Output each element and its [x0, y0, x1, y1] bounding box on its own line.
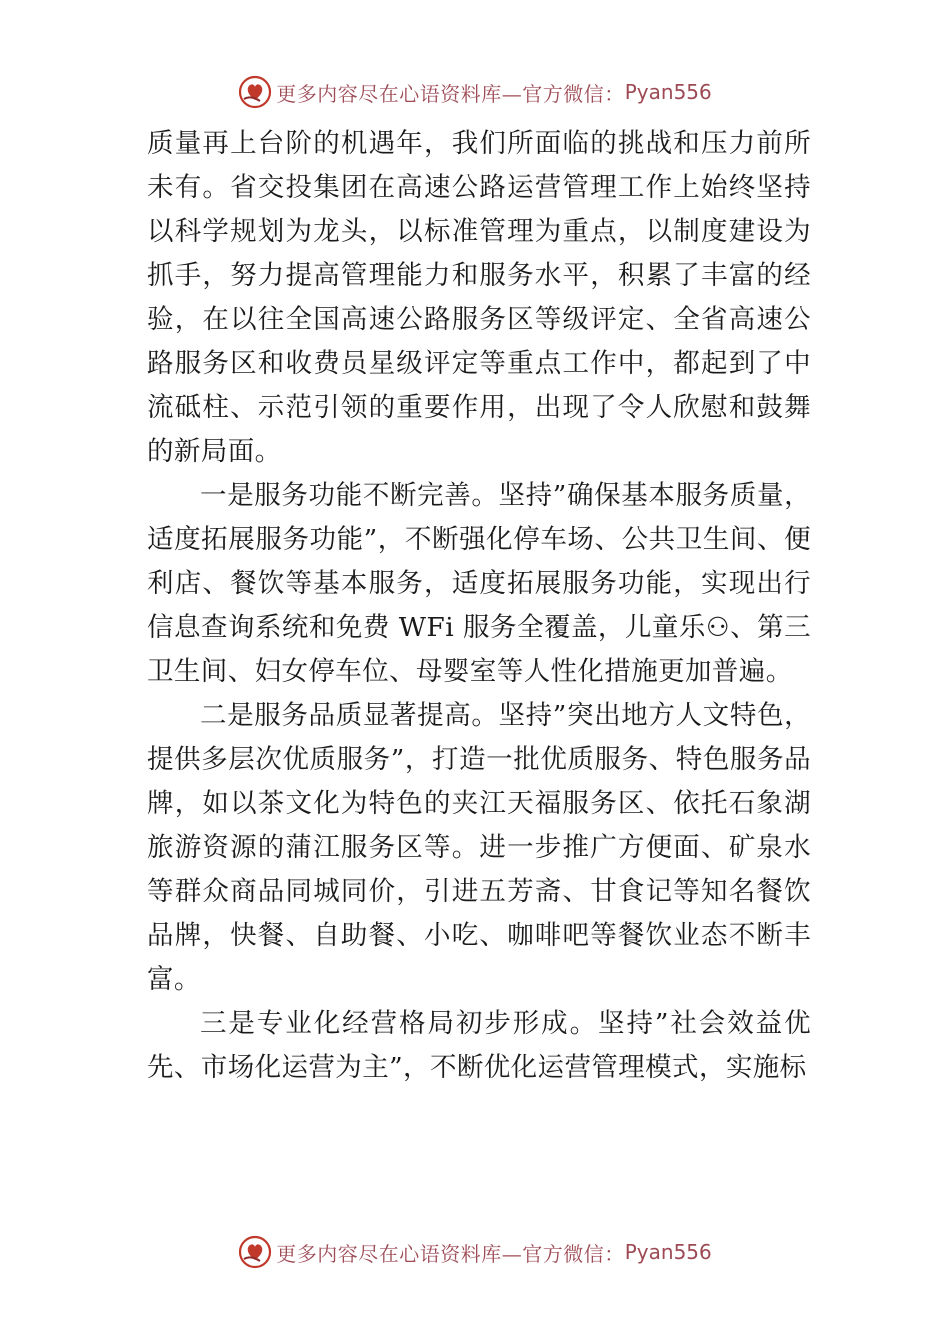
footer-banner [0, 1232, 950, 1272]
banner-text: 更多内容尽在心语资料库—官方微信： [276, 1241, 625, 1266]
wechat-id: Pyan556 [624, 1240, 712, 1264]
header-banner [0, 72, 950, 112]
document-body [147, 122, 811, 1090]
heart-hand-logo-icon [238, 75, 272, 109]
paragraph-service-quality: 二是服务品质显著提高。坚持”突出地方人文特色，提供多层次优质服务”，打造一批优质服务、特色服务品牌，如以茶文化为特色的夹江天福服务区、依托石象湖旅游资源的蒲江服务区等。进一步推广方便面、矿泉水等群众商品同城同价，引进五芳斋、甘食记等知名餐饮品牌，快餐、自助餐、小吃、咖啡吧等餐饮业态不断丰富。 [147, 700, 811, 995]
paragraph-service-functions: 一是服务功能不断完善。坚持”确保基本服务质量，适度拓展服务功能”，不断强化停车场、公共卫生间、便利店、餐饮等基本服务，适度拓展服务功能，实现出行信息查询系统和免费 WFi 服务全覆盖，儿童乐⚇、第三卫生间、妇女停车位、母婴室等人性化措施更加普遍。 [147, 480, 811, 687]
wechat-id: Pyan556 [624, 80, 712, 104]
paragraph-continuation: 质量再上台阶的机遇年，我们所面临的挑战和压力前所未有。省交投集团在高速公路运营管理工作上始终坚持以科学规划为龙头，以标准管理为重点，以制度建设为抓手，努力提高管理能力和服务水平，积累了丰富的经验，在以往全国高速公路服务区等级评定、全省高速公路服务区和收费员星级评定等重点工作中，都起到了中流砥柱、示范引领的重要作用，出现了令人欣慰和鼓舞的新局面。 [147, 128, 811, 467]
paragraph-professional-operation: 三是专业化经营格局初步形成。坚持”社会效益优先、市场化运营为主”，不断优化运营管理模式，实施标 [147, 1008, 811, 1083]
banner-text: 更多内容尽在心语资料库—官方微信： [276, 81, 625, 106]
heart-hand-logo-icon [238, 1235, 272, 1269]
